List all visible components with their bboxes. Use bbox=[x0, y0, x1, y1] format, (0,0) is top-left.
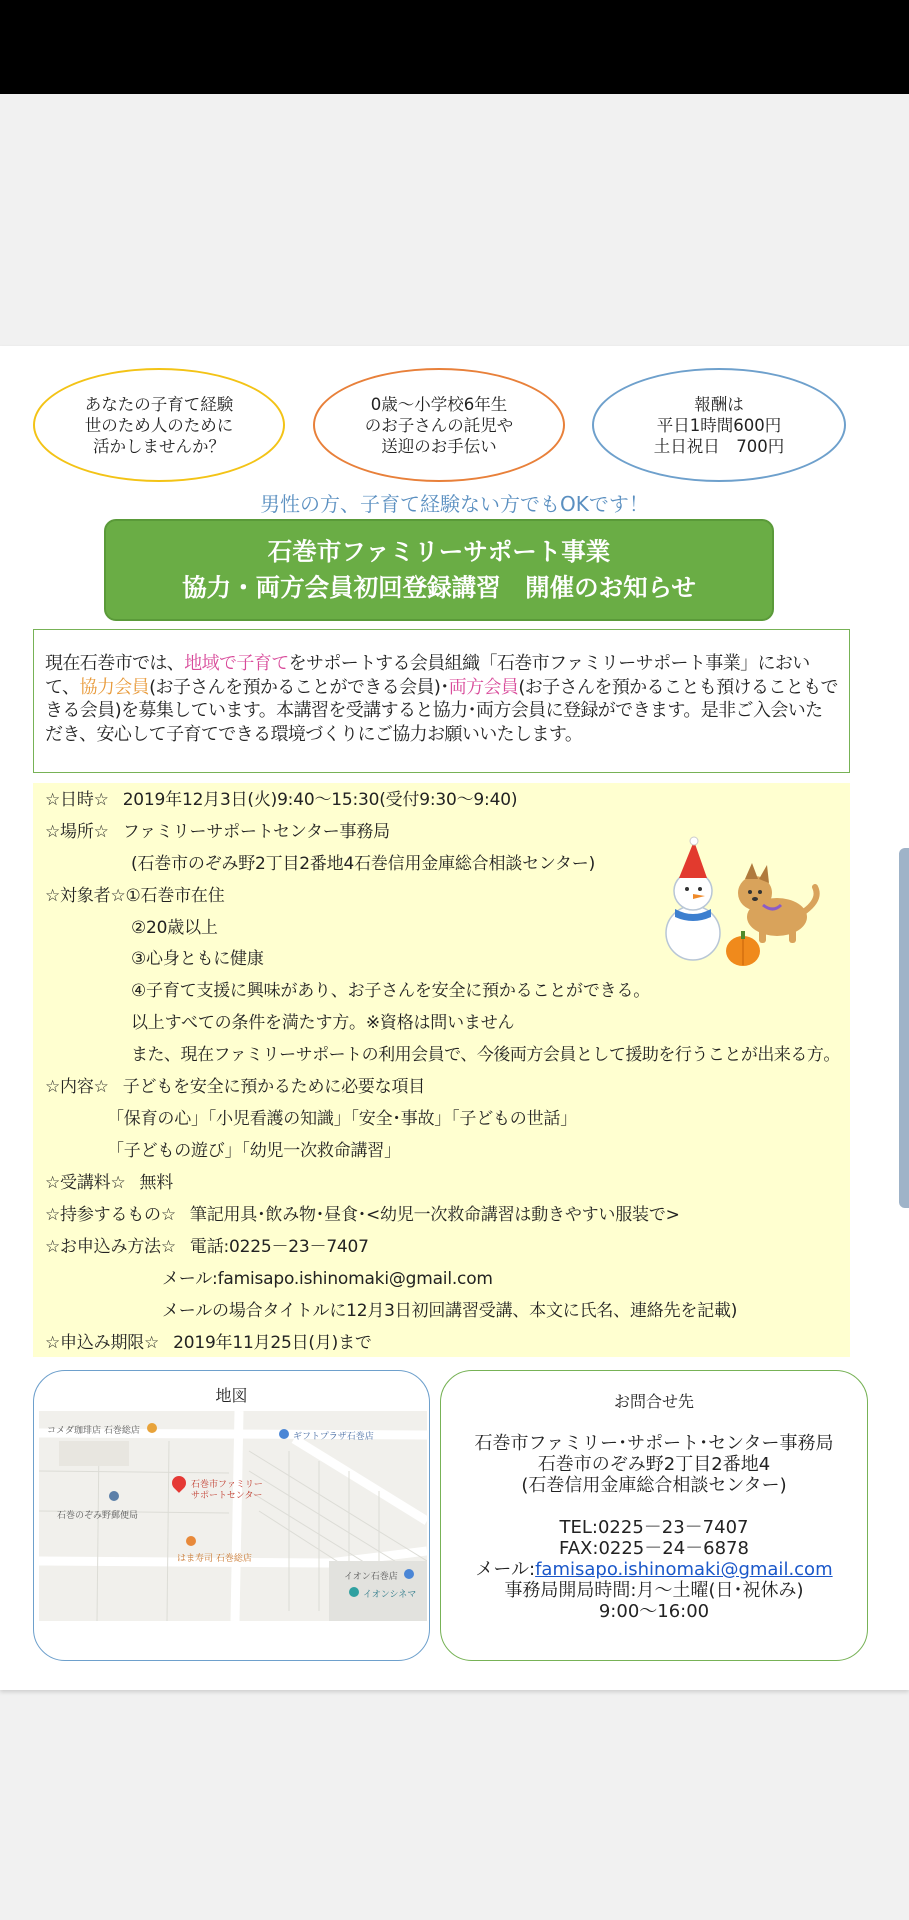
apply-label: ☆お申込み方法☆ bbox=[45, 1237, 176, 1257]
post-office-pin-icon[interactable] bbox=[109, 1491, 119, 1501]
target-item: また、現在ファミリーサポートの利用会員で、今後両方会員として援助を行うことが出来る方。 bbox=[131, 1045, 840, 1065]
bring-value: 筆記用具･飲み物･昼食･<幼児一次救命講習は動きやすい服装で> bbox=[189, 1205, 680, 1225]
contact-address: 石巻市のぞみ野2丁目2番地4 bbox=[537, 1454, 771, 1475]
bubble-service: 0歳～小学校6年生 のお子さんの託児や 送迎のお手伝い bbox=[313, 368, 565, 482]
deadline-row bbox=[45, 1331, 372, 1355]
map-label: はま寿司 石巻総店 bbox=[177, 1554, 252, 1564]
place-sub: (石巻市のぞみ野2丁目2番地4石巻信用金庫総合相談センター) bbox=[131, 854, 596, 874]
tagline: 男性の方、子育て経験ない方でもOKです！ bbox=[260, 492, 649, 516]
intro-text: (お子さんを預かることができる会員)･ bbox=[149, 676, 449, 698]
scrollbar[interactable] bbox=[899, 848, 909, 1208]
bubble-experience: あなたの子育て経験 世のため人のために 活かしませんか？ bbox=[33, 368, 285, 482]
target-row bbox=[45, 884, 225, 908]
contact-org: 石巻市ファミリー･サポート･センター事務局 bbox=[474, 1433, 834, 1454]
contact-mail-row bbox=[441, 1559, 867, 1580]
target-item: ③心身ともに健康 bbox=[131, 949, 264, 969]
snowman-icon bbox=[666, 837, 720, 960]
contact-fax: FAX:0225－24－6878 bbox=[559, 1538, 749, 1559]
status-bar bbox=[0, 0, 909, 94]
map-label: イオン石巻店 bbox=[344, 1572, 398, 1582]
place-label: ☆場所☆ bbox=[45, 822, 109, 842]
place-value: ファミリーサポートセンター事務局 bbox=[122, 822, 390, 842]
map-title: 地図 bbox=[215, 1386, 248, 1405]
map-card bbox=[33, 1370, 430, 1661]
content-item: 「保育の心」「小児看護の知識」「安全･事故」「子どもの世話」 bbox=[107, 1109, 577, 1129]
target-item: 以上すべての条件を満たす方。※資格は問いません bbox=[131, 1013, 515, 1033]
map-view[interactable] bbox=[39, 1411, 427, 1621]
fee-value: 無料 bbox=[139, 1173, 174, 1193]
apply-row bbox=[45, 1235, 369, 1259]
target-label: ☆対象者☆ bbox=[45, 886, 126, 906]
place-row bbox=[45, 820, 390, 844]
intro-highlight: 地域で子育て bbox=[184, 653, 289, 674]
contact-tel: TEL:0225－23－7407 bbox=[559, 1517, 749, 1538]
cafe-pin-icon[interactable] bbox=[147, 1423, 157, 1433]
content-label: ☆内容☆ bbox=[45, 1077, 109, 1097]
target-item: ②20歳以上 bbox=[131, 918, 218, 938]
content-item: 「子どもの遊び」「幼児一次救命講習」 bbox=[107, 1141, 401, 1161]
fee-row bbox=[45, 1171, 173, 1195]
date-value: 2019年12月3日(火)9:40～15:30(受付9:30～9:40) bbox=[122, 790, 518, 810]
apply-value: 電話:0225－23－7407 bbox=[189, 1237, 369, 1257]
title-line-1: 石巻市ファミリーサポート事業 bbox=[267, 537, 611, 566]
contact-title: お問合せ先 bbox=[613, 1392, 694, 1411]
cinema-pin-icon[interactable] bbox=[349, 1587, 359, 1597]
bubble-reward: 報酬は 平日1時間600円 土日祝日 700円 bbox=[592, 368, 846, 482]
pumpkin-icon bbox=[726, 931, 760, 966]
map-label: ギフトプラザ石巻店 bbox=[293, 1432, 374, 1442]
contact-spacer bbox=[441, 1412, 867, 1433]
fee-label: ☆受講料☆ bbox=[45, 1173, 126, 1193]
contact-spacer bbox=[441, 1496, 867, 1517]
contact-card bbox=[440, 1370, 868, 1661]
contact-mail-link[interactable]: famisapo.ishinomaki@gmail.com bbox=[535, 1559, 833, 1580]
intro-text: 現在石巻市では、 bbox=[45, 653, 185, 674]
contact-hours: 9:00～16:00 bbox=[598, 1601, 710, 1622]
intro-box bbox=[33, 629, 850, 773]
snowman-dog-illustration bbox=[655, 833, 835, 973]
bring-row bbox=[45, 1203, 680, 1227]
bring-label: ☆持参するもの☆ bbox=[45, 1205, 176, 1225]
date-row bbox=[45, 788, 517, 812]
map-label: 石巻のぞみ野郵便局 bbox=[57, 1511, 139, 1521]
content-row bbox=[45, 1075, 425, 1099]
intro-text: をサポートする会員組織「石巻市ファミリーサポート事業」において、 bbox=[45, 653, 810, 698]
deadline-value: 2019年11月25日(月)まで bbox=[173, 1333, 372, 1353]
mall-pin-icon[interactable] bbox=[404, 1569, 414, 1579]
intro-text: (お子さんを預かることも預けることもできる会員)を募集しています。本講習を受講すると協力･両方会員に登録ができます。是非ご入会いただき、安心して子育てできる環境づくりにご協力お願いいたします。 bbox=[45, 676, 838, 745]
apply-note: メールの場合タイトルに12月3日初回講習受講、本文に氏名、連絡先を記載) bbox=[162, 1301, 738, 1321]
target-item: ④子育て支援に興味があり、お子さんを安全に預かることができる。 bbox=[131, 981, 651, 1001]
date-label: ☆日時☆ bbox=[45, 790, 109, 810]
intro-highlight: 両方会員 bbox=[448, 676, 519, 698]
target-item: ①石巻市在住 bbox=[125, 886, 225, 906]
map-label: イオンシネマ bbox=[363, 1590, 417, 1600]
contact-building: (石巻信用金庫総合相談センター) bbox=[521, 1475, 787, 1496]
flyer-image bbox=[0, 346, 909, 1690]
map-label: コメダ珈琲店 石巻総店 bbox=[47, 1426, 140, 1436]
deadline-label: ☆申込み期限☆ bbox=[45, 1333, 160, 1353]
map-label: サポートセンター bbox=[191, 1491, 263, 1501]
details-box bbox=[33, 783, 850, 1357]
contact-info bbox=[441, 1391, 867, 1622]
map-label: 石巻市ファミリー bbox=[191, 1480, 263, 1490]
apply-mail: メール:famisapo.ishinomaki@gmail.com bbox=[162, 1269, 493, 1289]
shop-pin-icon[interactable] bbox=[279, 1429, 289, 1439]
intro-highlight: 協力会員 bbox=[79, 676, 150, 698]
content-value: 子どもを安全に預かるために必要な項目 bbox=[122, 1077, 426, 1097]
title-line-2: 協力・両方会員初回登録講習 開催のお知らせ bbox=[182, 573, 696, 602]
title-banner bbox=[104, 519, 774, 621]
contact-hours-label: 事務局開局時間:月～土曜(日･祝休み) bbox=[504, 1580, 804, 1601]
restaurant-pin-icon[interactable] bbox=[186, 1536, 196, 1546]
dog-icon bbox=[738, 863, 817, 943]
contact-mail-label: メール: bbox=[475, 1559, 536, 1580]
